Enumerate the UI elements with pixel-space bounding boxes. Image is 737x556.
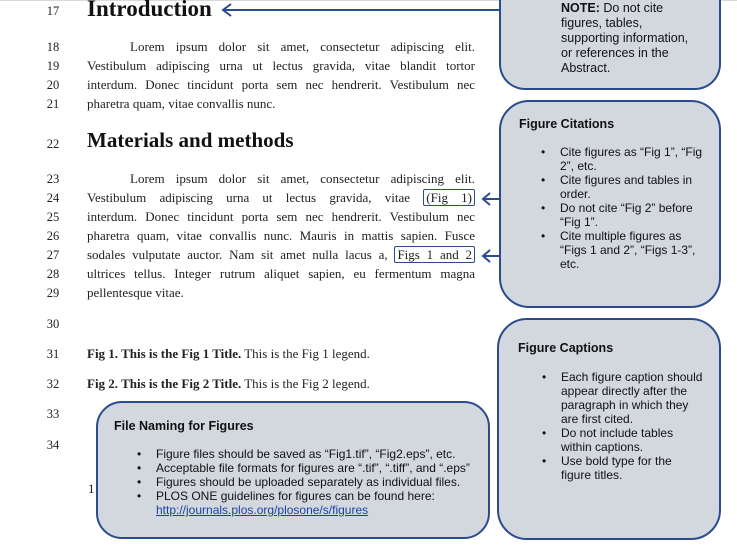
- line-number: 24: [46, 191, 60, 205]
- note-line-4: or references in the: [561, 46, 669, 60]
- figure-citations-callout: [499, 100, 721, 308]
- list-item: • Do not include tables within captions.: [539, 426, 705, 454]
- file-naming-callout: [96, 401, 490, 539]
- intro-line-1: Lorem ipsum dolor sit amet, consectetur adipiscing elit.: [130, 39, 475, 54]
- note-callout: [499, 0, 721, 90]
- line-number: 31: [46, 347, 60, 361]
- line-number: 33: [46, 407, 60, 421]
- line-number: 26: [46, 229, 60, 243]
- methods-line-4: pharetra quam, vitae convallis nunc. Mauris in mattis sapien. Fusce: [87, 228, 475, 243]
- line-number: 34: [46, 438, 60, 452]
- fig-1-title: Fig 1. This is the Fig 1 Title.: [87, 346, 242, 361]
- list-item: • Figure files should be saved as “Fig1.tif”, “Fig2.eps”, etc.: [134, 447, 486, 461]
- introduction-heading: Introduction: [87, 0, 212, 21]
- guidelines-text: PLOS ONE guidelines for figures can be found here:: [156, 489, 435, 503]
- list-item: • Cite multiple figures as “Figs 1 and 2”, “Figs 1-3”, etc.: [538, 229, 704, 271]
- list-item: • Cite figures and tables in order.: [538, 173, 704, 201]
- note-label: NOTE:: [561, 1, 600, 15]
- figs-1-and-2-citation: Figs 1 and 2: [394, 246, 475, 263]
- figure-citations-title: Figure Citations: [519, 117, 615, 131]
- intro-line-2: Vestibulum adipiscing urna ut lectus gravida, vitae blandit tortor: [87, 58, 475, 73]
- note-line-1-text: Do not cite: [599, 1, 664, 15]
- intro-line-3: interdum. Donec tincidunt porta sem nec hendrerit. Vestibulum nec: [87, 77, 475, 92]
- note-line-2: figures, tables,: [561, 16, 643, 30]
- methods-line-6: ultrices tellus. Integer rutrum aliquet sapien, eu fermentum magna: [87, 266, 475, 281]
- note-line-3: supporting information,: [561, 31, 689, 45]
- methods-line-3: interdum. Donec tincidunt porta sem nec hendrerit. Vestibulum nec: [87, 209, 475, 224]
- fig-2-legend-text: This is the Fig 2 legend.: [241, 376, 370, 391]
- line-number: 23: [46, 172, 60, 186]
- page-number-fragment: 1: [88, 481, 95, 496]
- intro-line-4: pharetra quam, vitae convallis nunc.: [87, 96, 276, 111]
- list-item: • Cite figures as “Fig 1”, “Fig 2”, etc.: [538, 145, 704, 173]
- line-number: 28: [46, 267, 60, 281]
- line-number: 20: [46, 78, 60, 92]
- methods-line-7: pellentesque vitae.: [87, 285, 184, 300]
- list-item: • Each figure caption should appear directly after the paragraph in which they are first cited.: [539, 370, 705, 426]
- list-item: • Figures should be uploaded separately as individual files.: [134, 475, 486, 489]
- line-number: 32: [46, 377, 60, 391]
- line-number: 17: [46, 4, 60, 18]
- note-line-5: Abstract.: [561, 61, 611, 75]
- figure-captions-list: [539, 370, 705, 482]
- methods-line-2-text: Vestibulum adipiscing urna ut lectus gravida, vitae: [87, 190, 411, 205]
- list-item: • Acceptable file formats for figures are “.tif”, “.tiff”, and “.eps”: [134, 461, 486, 475]
- line-number: 18: [46, 40, 60, 54]
- note-text: [561, 1, 688, 76]
- file-naming-list: [134, 447, 486, 517]
- line-number: 22: [46, 137, 60, 151]
- list-item: [134, 489, 486, 517]
- line-number: 25: [46, 210, 60, 224]
- methods-line-1: Lorem ipsum dolor sit amet, consectetur adipiscing elit.: [130, 171, 475, 186]
- line-number: 21: [46, 97, 60, 111]
- note-line-1: [561, 1, 688, 16]
- list-item: • Use bold type for the figure titles.: [539, 454, 705, 482]
- fig-2-title: Fig 2. This is the Fig 2 Title.: [87, 376, 242, 391]
- figure-captions-callout: [497, 318, 721, 540]
- file-naming-title: File Naming for Figures: [114, 419, 254, 433]
- materials-methods-heading: Materials and methods: [87, 128, 294, 152]
- line-number: 29: [46, 286, 60, 300]
- figure-citations-list: [538, 145, 704, 271]
- list-item: • Do not cite “Fig 2” before “Fig 1”.: [538, 201, 704, 229]
- line-number: 27: [46, 248, 60, 262]
- fig-1-legend-text: This is the Fig 1 legend.: [241, 346, 370, 361]
- plos-figures-guidelines-link[interactable]: http://journals.plos.org/plosone/s/figures: [156, 503, 369, 517]
- line-number: 30: [46, 317, 60, 331]
- figure-captions-title: Figure Captions: [518, 341, 614, 355]
- methods-line-5-text: sodales vulputate auctor. Nam sit amet nulla lacus a,: [87, 247, 388, 262]
- line-number: 19: [46, 59, 60, 73]
- fig-1-citation: (Fig 1): [423, 189, 475, 206]
